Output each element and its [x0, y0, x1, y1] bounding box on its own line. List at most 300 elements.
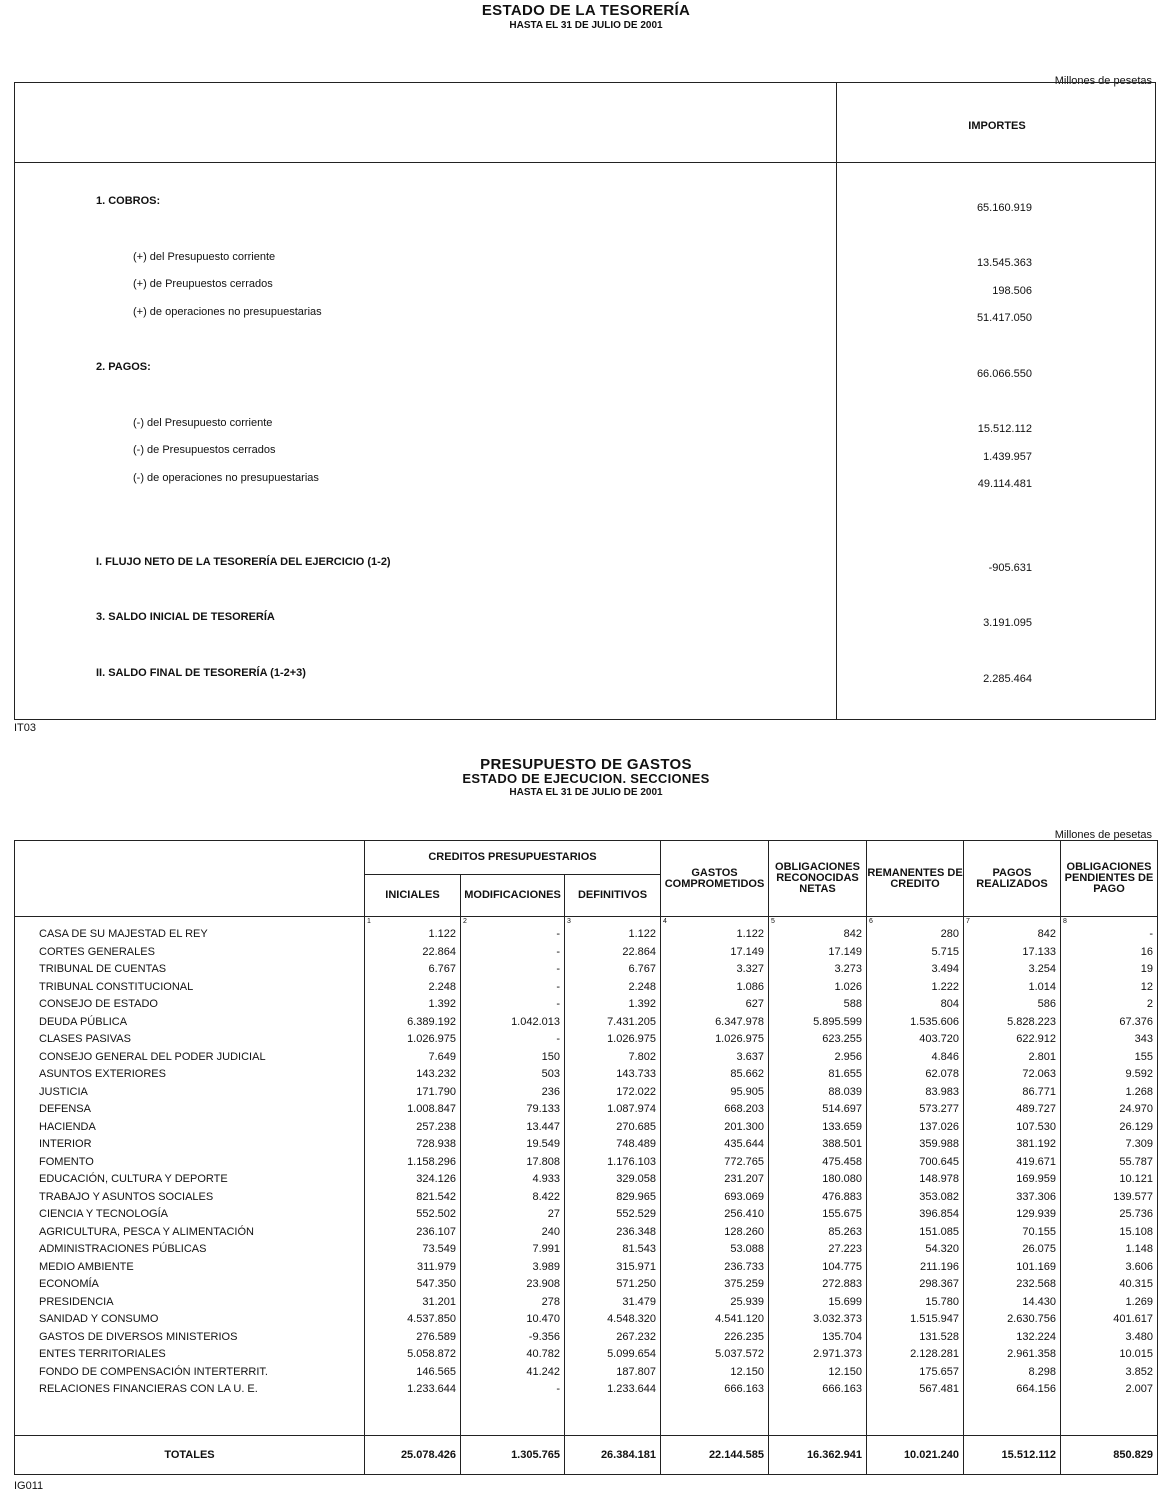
- totals-cell: 26.384.181: [565, 1435, 661, 1474]
- table-cell: 6.767: [565, 961, 661, 979]
- table-cell: 1.233.644: [565, 1381, 661, 1399]
- section-name: CLASES PASIVAS: [15, 1031, 365, 1049]
- table-cell: 83.983: [867, 1084, 964, 1102]
- expenses-subtitle: ESTADO DE EJECUCION. SECCIONES: [462, 771, 710, 786]
- treasury-unit: Millones de pesetas: [1054, 75, 1152, 87]
- section-name: GASTOS DE DIVERSOS MINISTERIOS: [15, 1329, 365, 1347]
- table-cell: -: [1061, 926, 1158, 944]
- table-cell: 27.223: [769, 1241, 867, 1259]
- table-cell: 435.644: [661, 1136, 769, 1154]
- table-cell: 272.883: [769, 1276, 867, 1294]
- table-cell: 278: [461, 1294, 565, 1312]
- table-cell: 571.250: [565, 1276, 661, 1294]
- table-cell: 4.541.120: [661, 1311, 769, 1329]
- table-cell: 14.430: [964, 1294, 1061, 1312]
- table-cell: 70.155: [964, 1224, 1061, 1242]
- spacer-cell: [15, 1399, 365, 1436]
- table-cell: 86.771: [964, 1084, 1061, 1102]
- table-cell: 547.350: [365, 1276, 461, 1294]
- table-cell: 9.592: [1061, 1066, 1158, 1084]
- treasury-subtitle: HASTA EL 31 DE JULIO DE 2001: [509, 20, 663, 31]
- section-name: DEUDA PÚBLICA: [15, 1014, 365, 1032]
- table-cell: 4.548.320: [565, 1311, 661, 1329]
- table-cell: 276.589: [365, 1329, 461, 1347]
- table-cell: 137.026: [867, 1119, 964, 1137]
- table-cell: 23.908: [461, 1276, 565, 1294]
- table-cell: 388.501: [769, 1136, 867, 1154]
- table-cell: 337.306: [964, 1189, 1061, 1207]
- table-cell: 10.015: [1061, 1346, 1158, 1364]
- table-cell: 150: [461, 1049, 565, 1067]
- table-cell: 31.201: [365, 1294, 461, 1312]
- table-cell: 169.959: [964, 1171, 1061, 1189]
- table-cell: 666.163: [769, 1381, 867, 1399]
- section-name: JUSTICIA: [15, 1084, 365, 1102]
- table-cell: 236: [461, 1084, 565, 1102]
- table-cell: 8.298: [964, 1364, 1061, 1382]
- treasury-value-pagos-no-presupuestarias: 49.114.481: [977, 478, 1032, 490]
- section-name: DEFENSA: [15, 1101, 365, 1119]
- treasury-label-flujo-neto: I. FLUJO NETO DE LA TESORERÍA DEL EJERCICIO (1-2): [96, 556, 391, 568]
- table-cell: 25.939: [661, 1294, 769, 1312]
- table-cell: 143.232: [365, 1066, 461, 1084]
- table-cell: 175.657: [867, 1364, 964, 1382]
- table-cell: 67.376: [1061, 1014, 1158, 1032]
- table-cell: 1.268: [1061, 1084, 1158, 1102]
- table-cell: 772.765: [661, 1154, 769, 1172]
- treasury-value-saldo-inicial: 3.191.095: [983, 617, 1032, 629]
- table-cell: 26.075: [964, 1241, 1061, 1259]
- spacer-cell: [661, 1399, 769, 1436]
- column-number: 7: [964, 917, 1061, 927]
- table-cell: 1.122: [365, 926, 461, 944]
- table-cell: 62.078: [867, 1066, 964, 1084]
- table-row: [15, 1049, 1158, 1067]
- table-row: [15, 1136, 1158, 1154]
- table-cell: 81.543: [565, 1241, 661, 1259]
- table-cell: 359.988: [867, 1136, 964, 1154]
- table-cell: 1.222: [867, 979, 964, 997]
- table-cell: 567.481: [867, 1381, 964, 1399]
- table-cell: 7.309: [1061, 1136, 1158, 1154]
- table-cell: 668.203: [661, 1101, 769, 1119]
- table-cell: 5.828.223: [964, 1014, 1061, 1032]
- spacer-cell: [964, 1399, 1061, 1436]
- table-cell: 2.801: [964, 1049, 1061, 1067]
- treasury-value-pagos: 66.066.550: [976, 368, 1032, 380]
- table-cell: 4.846: [867, 1049, 964, 1067]
- table-cell: 396.854: [867, 1206, 964, 1224]
- table-cell: 3.254: [964, 961, 1061, 979]
- treasury-label-cobros-corriente: (+) del Presupuesto corriente: [133, 251, 276, 263]
- table-cell: 211.196: [867, 1259, 964, 1277]
- table-cell: 55.787: [1061, 1154, 1158, 1172]
- table-cell: 1.269: [1061, 1294, 1158, 1312]
- table-cell: 2: [1061, 996, 1158, 1014]
- table-cell: 148.978: [867, 1171, 964, 1189]
- table-cell: 172.022: [565, 1084, 661, 1102]
- table-cell: 2.248: [565, 979, 661, 997]
- table-cell: 128.260: [661, 1224, 769, 1242]
- table-row: [15, 996, 1158, 1014]
- table-cell: 27: [461, 1206, 565, 1224]
- table-cell: 842: [964, 926, 1061, 944]
- table-cell: 401.617: [1061, 1311, 1158, 1329]
- column-number: 4: [661, 917, 769, 927]
- section-name: PRESIDENCIA: [15, 1294, 365, 1312]
- section-name: CONSEJO DE ESTADO: [15, 996, 365, 1014]
- section-name: INTERIOR: [15, 1136, 365, 1154]
- header-creditos: CREDITOS PRESUPUESTARIOS: [365, 841, 661, 875]
- table-cell: 17.149: [661, 944, 769, 962]
- table-cell: 573.277: [867, 1101, 964, 1119]
- table-row: [15, 1276, 1158, 1294]
- totals-cell: 10.021.240: [867, 1435, 964, 1474]
- table-row: [15, 1119, 1158, 1137]
- table-cell: 4.933: [461, 1171, 565, 1189]
- table-cell: 85.662: [661, 1066, 769, 1084]
- section-name: TRIBUNAL CONSTITUCIONAL: [15, 979, 365, 997]
- table-cell: 133.659: [769, 1119, 867, 1137]
- table-cell: 19.549: [461, 1136, 565, 1154]
- treasury-title: ESTADO DE LA TESORERÍA: [481, 2, 691, 19]
- column-number: 6: [867, 917, 964, 927]
- table-row: [15, 1154, 1158, 1172]
- section-name: ENTES TERRITORIALES: [15, 1346, 365, 1364]
- table-row: [15, 979, 1158, 997]
- table-cell: 7.649: [365, 1049, 461, 1067]
- spacer-cell: [565, 1399, 661, 1436]
- table-cell: 8.422: [461, 1189, 565, 1207]
- table-cell: 12.150: [769, 1364, 867, 1382]
- table-cell: 329.058: [565, 1171, 661, 1189]
- table-cell: 132.224: [964, 1329, 1061, 1347]
- table-cell: 403.720: [867, 1031, 964, 1049]
- treasury-label-pagos-cerrados: (-) de Presupuestos cerrados: [133, 444, 276, 456]
- expenses-date: HASTA EL 31 DE JULIO DE 2001: [509, 787, 663, 798]
- table-cell: 298.367: [867, 1276, 964, 1294]
- table-cell: -9.356: [461, 1329, 565, 1347]
- header-obligaciones: OBLIGACIONES RECONOCIDAS NETAS: [769, 841, 867, 917]
- table-cell: 514.697: [769, 1101, 867, 1119]
- treasury-value-cobros-no-presupuestarias: 51.417.050: [976, 312, 1032, 324]
- section-name: TRABAJO Y ASUNTOS SOCIALES: [15, 1189, 365, 1207]
- table-cell: 280: [867, 926, 964, 944]
- treasury-code: IT03: [14, 722, 37, 734]
- table-row: [15, 1381, 1158, 1399]
- table-cell: 552.502: [365, 1206, 461, 1224]
- table-cell: 7.991: [461, 1241, 565, 1259]
- totals-row: [15, 1435, 1158, 1474]
- table-cell: 5.099.654: [565, 1346, 661, 1364]
- treasury-value-pagos-corriente: 15.512.112: [977, 423, 1032, 435]
- table-cell: 315.971: [565, 1259, 661, 1277]
- table-cell: 700.645: [867, 1154, 964, 1172]
- table-cell: 1.026.975: [661, 1031, 769, 1049]
- section-name: ECONOMÍA: [15, 1276, 365, 1294]
- header-empty-cell: [15, 841, 365, 917]
- table-cell: 1.176.103: [565, 1154, 661, 1172]
- table-cell: 353.082: [867, 1189, 964, 1207]
- table-row: [15, 1364, 1158, 1382]
- table-cell: 5.715: [867, 944, 964, 962]
- table-cell: 5.037.572: [661, 1346, 769, 1364]
- table-cell: -: [461, 1031, 565, 1049]
- table-row: [15, 1329, 1158, 1347]
- table-cell: 95.905: [661, 1084, 769, 1102]
- treasury-value-cobros-cerrados: 198.506: [992, 285, 1032, 297]
- table-cell: 3.327: [661, 961, 769, 979]
- section-name: FONDO DE COMPENSACIÓN INTERTERRIT.: [15, 1364, 365, 1382]
- table-cell: 15.699: [769, 1294, 867, 1312]
- table-cell: 236.107: [365, 1224, 461, 1242]
- table-cell: 829.965: [565, 1189, 661, 1207]
- table-cell: 256.410: [661, 1206, 769, 1224]
- table-cell: 257.238: [365, 1119, 461, 1137]
- table-row: [15, 1224, 1158, 1242]
- table-cell: 1.026.975: [365, 1031, 461, 1049]
- table-cell: 489.727: [964, 1101, 1061, 1119]
- table-cell: 73.549: [365, 1241, 461, 1259]
- table-cell: 15.108: [1061, 1224, 1158, 1242]
- table-cell: 53.088: [661, 1241, 769, 1259]
- table-cell: -: [461, 1381, 565, 1399]
- table-row: [15, 961, 1158, 979]
- table-cell: 627: [661, 996, 769, 1014]
- table-cell: 146.565: [365, 1364, 461, 1382]
- table-cell: 187.807: [565, 1364, 661, 1382]
- table-cell: 12.150: [661, 1364, 769, 1382]
- section-name: RELACIONES FINANCIERAS CON LA U. E.: [15, 1381, 365, 1399]
- table-cell: 666.163: [661, 1381, 769, 1399]
- section-name: CIENCIA Y TECNOLOGÍA: [15, 1206, 365, 1224]
- table-cell: 3.606: [1061, 1259, 1158, 1277]
- table-cell: 2.971.373: [769, 1346, 867, 1364]
- table-cell: 1.122: [565, 926, 661, 944]
- header-modificaciones: MODIFICACIONES: [461, 875, 565, 917]
- table-cell: 240: [461, 1224, 565, 1242]
- table-cell: -: [461, 944, 565, 962]
- table-cell: 3.852: [1061, 1364, 1158, 1382]
- totals-cell: 1.305.765: [461, 1435, 565, 1474]
- table-cell: 1.086: [661, 979, 769, 997]
- table-row: [15, 1014, 1158, 1032]
- table-cell: 381.192: [964, 1136, 1061, 1154]
- table-cell: 842: [769, 926, 867, 944]
- table-cell: 2.128.281: [867, 1346, 964, 1364]
- table-cell: 5.895.599: [769, 1014, 867, 1032]
- section-name: CASA DE SU MAJESTAD EL REY: [15, 926, 365, 944]
- table-cell: 1.158.296: [365, 1154, 461, 1172]
- table-cell: 5.058.872: [365, 1346, 461, 1364]
- expenses-table: [14, 840, 1158, 1475]
- table-cell: 1.392: [565, 996, 661, 1014]
- header-definitivos: DEFINITIVOS: [565, 875, 661, 917]
- expenses-unit: Millones de pesetas: [1054, 829, 1152, 841]
- table-cell: 3.480: [1061, 1329, 1158, 1347]
- table-cell: 7.802: [565, 1049, 661, 1067]
- table-row: [15, 1311, 1158, 1329]
- table-cell: 588: [769, 996, 867, 1014]
- spacer-row: [15, 1399, 1158, 1436]
- table-cell: 3.273: [769, 961, 867, 979]
- table-cell: 503: [461, 1066, 565, 1084]
- table-cell: 1.515.947: [867, 1311, 964, 1329]
- table-cell: 6.347.978: [661, 1014, 769, 1032]
- table-cell: 821.542: [365, 1189, 461, 1207]
- table-cell: 10.121: [1061, 1171, 1158, 1189]
- table-cell: 311.979: [365, 1259, 461, 1277]
- table-cell: 88.039: [769, 1084, 867, 1102]
- table-cell: 6.767: [365, 961, 461, 979]
- table-row: [15, 1084, 1158, 1102]
- table-cell: 107.530: [964, 1119, 1061, 1137]
- table-cell: 79.133: [461, 1101, 565, 1119]
- section-name: CONSEJO GENERAL DEL PODER JUDICIAL: [15, 1049, 365, 1067]
- table-cell: 3.637: [661, 1049, 769, 1067]
- table-cell: 1.148: [1061, 1241, 1158, 1259]
- section-name: AGRICULTURA, PESCA Y ALIMENTACIÓN: [15, 1224, 365, 1242]
- table-cell: 139.577: [1061, 1189, 1158, 1207]
- totals-cell: 16.362.941: [769, 1435, 867, 1474]
- table-cell: 804: [867, 996, 964, 1014]
- column-number: 5: [769, 917, 867, 927]
- table-cell: 12: [1061, 979, 1158, 997]
- section-name: ADMINISTRACIONES PÚBLICAS: [15, 1241, 365, 1259]
- column-number: 8: [1061, 917, 1158, 927]
- table-cell: 201.300: [661, 1119, 769, 1137]
- treasury-value-flujo-neto: -905.631: [988, 562, 1032, 574]
- header-remanentes: REMANENTES DE CREDITO: [867, 841, 964, 917]
- treasury-column-header: IMPORTES: [968, 120, 1026, 132]
- table-cell: 343: [1061, 1031, 1158, 1049]
- section-name: CORTES GENERALES: [15, 944, 365, 962]
- table-cell: 1.392: [365, 996, 461, 1014]
- table-cell: 17.149: [769, 944, 867, 962]
- totals-cell: 850.829: [1061, 1435, 1158, 1474]
- treasury-value-cobros-corriente: 13.545.363: [976, 257, 1032, 269]
- table-cell: 270.685: [565, 1119, 661, 1137]
- table-row: [15, 944, 1158, 962]
- table-cell: 1.535.606: [867, 1014, 964, 1032]
- table-cell: 19: [1061, 961, 1158, 979]
- table-cell: 135.704: [769, 1329, 867, 1347]
- treasury-label-pagos: 2. PAGOS:: [96, 361, 151, 373]
- table-cell: 81.655: [769, 1066, 867, 1084]
- treasury-label-pagos-no-presupuestarias: (-) de operaciones no presupuestarias: [133, 472, 319, 484]
- table-cell: -: [461, 979, 565, 997]
- table-row: [15, 1171, 1158, 1189]
- table-cell: 13.447: [461, 1119, 565, 1137]
- treasury-label-saldo-inicial: 3. SALDO INICIAL DE TESORERÍA: [96, 611, 275, 623]
- table-cell: 226.235: [661, 1329, 769, 1347]
- table-cell: 3.032.373: [769, 1311, 867, 1329]
- header-iniciales: INICIALES: [365, 875, 461, 917]
- table-cell: 155: [1061, 1049, 1158, 1067]
- section-name: SANIDAD Y CONSUMO: [15, 1311, 365, 1329]
- table-cell: 1.042.013: [461, 1014, 565, 1032]
- table-cell: 3.494: [867, 961, 964, 979]
- table-cell: 728.938: [365, 1136, 461, 1154]
- table-cell: 2.007: [1061, 1381, 1158, 1399]
- table-cell: 236.348: [565, 1224, 661, 1242]
- table-cell: 101.169: [964, 1259, 1061, 1277]
- totals-label: TOTALES: [15, 1435, 365, 1474]
- table-cell: 41.242: [461, 1364, 565, 1382]
- table-cell: 324.126: [365, 1171, 461, 1189]
- treasury-header-divider: [14, 162, 1156, 163]
- table-cell: -: [461, 996, 565, 1014]
- header-comprometidos: GASTOS COMPROMETIDOS: [661, 841, 769, 917]
- table-cell: 1.087.974: [565, 1101, 661, 1119]
- table-row: [15, 1031, 1158, 1049]
- table-cell: 1.014: [964, 979, 1061, 997]
- totals-cell: 15.512.112: [964, 1435, 1061, 1474]
- table-cell: 475.458: [769, 1154, 867, 1172]
- table-row: [15, 1241, 1158, 1259]
- expenses-code: IG011: [14, 1480, 44, 1492]
- section-name: ASUNTOS EXTERIORES: [15, 1066, 365, 1084]
- treasury-label-cobros-cerrados: (+) de Preupuestos cerrados: [133, 278, 273, 290]
- table-cell: 40.315: [1061, 1276, 1158, 1294]
- section-name: FOMENTO: [15, 1154, 365, 1172]
- table-cell: 85.263: [769, 1224, 867, 1242]
- table-cell: 6.389.192: [365, 1014, 461, 1032]
- table-cell: 552.529: [565, 1206, 661, 1224]
- column-number: 1: [365, 917, 461, 927]
- column-number: 2: [461, 917, 565, 927]
- treasury-label-cobros: 1. COBROS:: [96, 195, 161, 207]
- table-cell: 2.956: [769, 1049, 867, 1067]
- totals-cell: 22.144.585: [661, 1435, 769, 1474]
- table-cell: 155.675: [769, 1206, 867, 1224]
- header-pendientes: OBLIGACIONES PENDIENTES DE PAGO: [1061, 841, 1158, 917]
- treasury-column-divider: [836, 82, 837, 720]
- table-cell: 375.259: [661, 1276, 769, 1294]
- table-cell: 4.537.850: [365, 1311, 461, 1329]
- table-cell: 419.671: [964, 1154, 1061, 1172]
- table-cell: 231.207: [661, 1171, 769, 1189]
- table-cell: 22.864: [365, 944, 461, 962]
- table-cell: 664.156: [964, 1381, 1061, 1399]
- table-cell: 1.026.975: [565, 1031, 661, 1049]
- spacer-cell: [461, 1399, 565, 1436]
- table-row: [15, 1101, 1158, 1119]
- table-cell: 180.080: [769, 1171, 867, 1189]
- section-name: MEDIO AMBIENTE: [15, 1259, 365, 1277]
- column-number-row: [15, 917, 1158, 927]
- table-cell: 26.129: [1061, 1119, 1158, 1137]
- table-cell: 693.069: [661, 1189, 769, 1207]
- spacer-cell: [1061, 1399, 1158, 1436]
- table-cell: 129.939: [964, 1206, 1061, 1224]
- table-row: [15, 1066, 1158, 1084]
- section-name: HACIENDA: [15, 1119, 365, 1137]
- table-cell: 151.085: [867, 1224, 964, 1242]
- treasury-value-cobros: 65.160.919: [976, 202, 1032, 214]
- table-cell: 2.630.756: [964, 1311, 1061, 1329]
- table-cell: 622.912: [964, 1031, 1061, 1049]
- table-cell: 171.790: [365, 1084, 461, 1102]
- table-cell: 267.232: [565, 1329, 661, 1347]
- table-cell: 54.320: [867, 1241, 964, 1259]
- table-cell: 1.026: [769, 979, 867, 997]
- spacer-cell: [365, 1399, 461, 1436]
- treasury-value-pagos-cerrados: 1.439.957: [983, 451, 1032, 463]
- table-cell: 15.780: [867, 1294, 964, 1312]
- table-cell: 17.133: [964, 944, 1061, 962]
- table-row: [15, 1189, 1158, 1207]
